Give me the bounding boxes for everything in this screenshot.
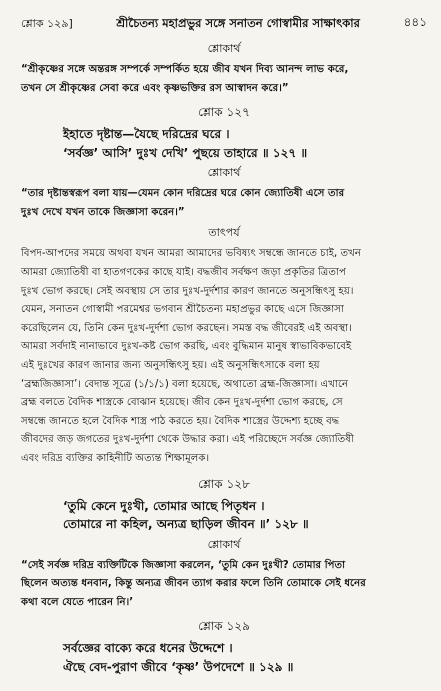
verse-127-purport-label: তাৎপর্য xyxy=(208,226,240,240)
header-page-number: ৪৪১ xyxy=(403,15,427,29)
verse-128-line-1: ‘তুমি কেনে দুঃখী, তোমার আছে পিতৃধন । xyxy=(63,498,265,513)
header-chapter-title: শ্রীচৈতন্য মহাপ্রভুর সঙ্গে সনাতন গোস্বামীর সাক্ষাৎকার xyxy=(116,16,360,30)
purport-line-11: জীবদের জড় জগতের দুঃখ-দুর্দশা থেকে উদ্ধার করা। এই পরিচ্ছেদে সর্বজ্ঞ জ্যোতিষী xyxy=(21,434,354,446)
purport-line-10: সম্বন্ধে জানতে হলে বৈদিক শাস্ত্র পাঠ করতে হয়। বৈদিক শাস্ত্রের উদ্দেশ্য হচ্ছে বদ্ধ xyxy=(21,415,340,427)
verse-127-translation-line-1: “তার দৃষ্টান্তস্বরূপ বলা যায়—যেমন কোন দরিদ্রের ঘরে কোন জ্যোতিষী এসে তার xyxy=(21,188,345,200)
purport-line-7: এই দুঃখের কারণ জানার জন্য অনুসন্ধিৎসু হয়। এই অনুসন্ধিৎসাকে বলা হয় xyxy=(21,359,320,371)
verse-127-translation-label: শ্লোকার্থ xyxy=(207,166,241,180)
verse-129-label: শ্লোক ১২৯ xyxy=(198,619,250,634)
verse-129-line-1: সর্বজ্ঞের বাক্যে করে ধনের উদ্দেশে । xyxy=(63,641,233,656)
purport-line-1: বিপদ-আপদের সময়ে অথবা যখন আমরা আমাদের ভবিষ্যৎ সম্বন্ধে জানতে চাই, তখন xyxy=(21,248,361,260)
verse-127-label: শ্লোক ১২৭ xyxy=(198,105,250,120)
verse-128-translation-line-3: কথা বলে যেতে পারেন নি।’ xyxy=(21,596,134,608)
purport-line-12: এবং দরিদ্র ব্যক্তির কাহিনীটি অত্যন্ত শিক্ষামূলক। xyxy=(21,452,210,464)
header-verse-ref: শ্লোক ১২৯] xyxy=(21,17,73,30)
verse-128-translation-line-1: “সেই সর্বজ্ঞ দরিদ্র ব্যক্তিটিকে জিজ্ঞাসা করলেন, ‘তুমি কেন দুঃখী? তোমার পিতা xyxy=(21,559,346,571)
verse-129-line-2: ঐছে বেদ-পুরাণ জীবে ‘কৃষ্ণ’ উপদেশে ॥ ১২৯ ॥ xyxy=(63,659,294,674)
verse-128-translation-label: শ্লোকার্থ xyxy=(207,537,241,551)
verse-127-line-2: ‘সর্বজ্ঞ’ আসি’ দুঃখ দেখি’ পুছয়ে তাহারে ॥ ১২৭ ॥ xyxy=(63,145,308,160)
purport-line-9: ব্রহ্ম বলতে বৈদিক শাস্ত্রকে বোঝান হয়েছে। জীব কেন দুঃখ-দুর্দশা ভোগ করছে, সে xyxy=(21,397,343,409)
purport-line-6: আমরা সর্বদাই নানাভাবে দুঃখ-কষ্ট ভোগ করছি, এবং বুদ্ধিমান মানুষ স্বাভাবিকভাবেই xyxy=(21,341,352,353)
top-translation-line-1: “শ্রীকৃষ্ণের সঙ্গে অন্তরঙ্গ সম্পর্কে সম্পর্কিত হয়ে জীব যখন দিব্য আনন্দ লাভ করে, xyxy=(21,64,349,75)
purport-line-2: আমরা জ্যোতিষী বা হাতগণকের কাছে যাই। বদ্ধজীব সর্বক্ষণ জড়া প্রকৃতির ত্রিতাপ xyxy=(21,266,346,278)
purport-line-5: করেছিলেন যে, তিনি কেন দুঃখ-দুর্দশা ভোগ করছেন। সমস্ত বদ্ধ জীবেরই এই অবস্থা। xyxy=(21,322,352,334)
purport-line-4: যেমন, সনাতন গোস্বামী পরমেশ্বর ভগবান শ্রীচৈতন্য মহাপ্রভুর কাছে এসে জিজ্ঞাসা xyxy=(21,304,344,316)
top-translation-label: শ্লোকার্থ xyxy=(207,42,241,55)
verse-128-line-2: তোমারে না কহিল, অন্যত্র ছাড়িল জীবন ॥’ ১২৮ ॥ xyxy=(63,517,309,531)
verse-127-translation-line-2: দুঃখ দেখে যখন তাকে জিজ্ঞাসা করেন।” xyxy=(21,206,185,218)
top-translation-line-2: তখন সে শ্রীকৃষ্ণের সেবা করে এবং কৃষ্ণভক্তির রস আস্বাদন করে।” xyxy=(21,82,289,94)
verse-128-label: শ্লোক ১২৮ xyxy=(198,476,250,491)
page-header xyxy=(21,0,427,34)
verse-128-translation-line-2: ছিলেন অত্যন্ত ধনবান, কিন্তু অন্যত্র জীবন ত্যাগ করার ফলে তিনি তোমাকে সেই ধনের xyxy=(21,578,366,590)
purport-line-8: ‘ব্রহ্মজিজ্ঞাসা’। বেদান্ত সূত্রে (১/১/১) বলা হয়েছে, অথাতো ব্রহ্ম-জিজ্ঞাসা। এখানে xyxy=(21,378,349,390)
purport-line-3: দুঃখ ভোগ করছে। সেই অবস্থায় সে তার দুঃখ-দুর্দশার কারণ জানতে অনুসন্ধিৎসু হয়। xyxy=(21,285,354,297)
verse-127-line-1: ইহাতে দৃষ্টান্ত—যৈছে দরিদ্রের ঘরে । xyxy=(63,127,230,142)
